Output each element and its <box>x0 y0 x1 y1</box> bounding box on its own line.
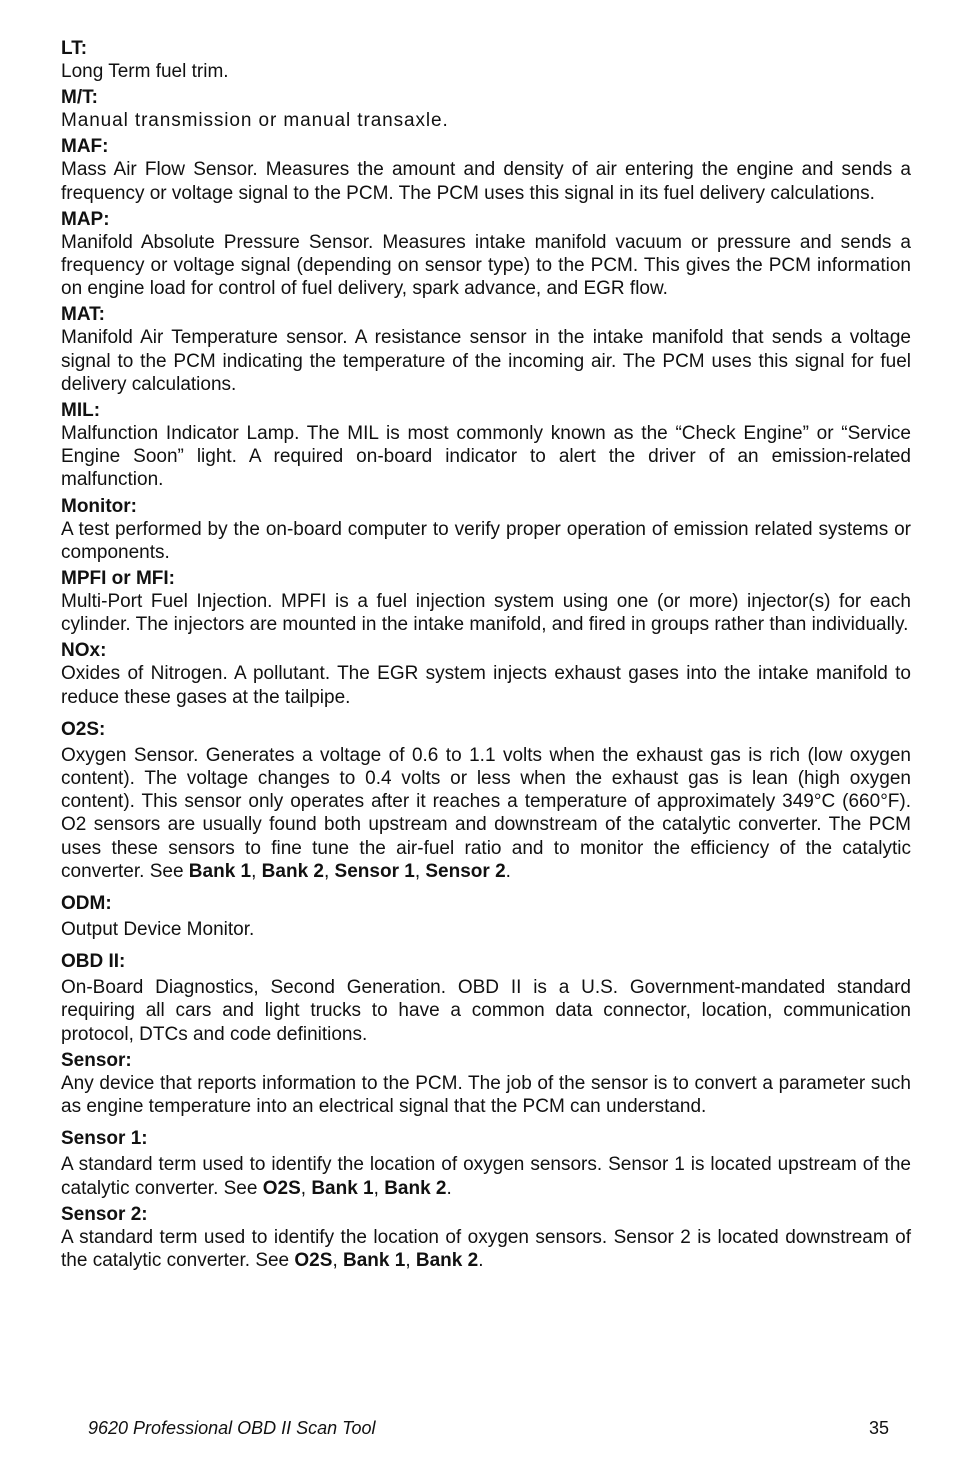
definition-text: A standard term used to identify the location of oxygen sensors. Sensor 2 is located downstream of the catalytic converter. See <box>61 1226 911 1271</box>
glossary-entry-odm <box>61 892 911 941</box>
term-definition: Manual transmission or manual transaxle. <box>61 110 449 132</box>
glossary-content <box>61 37 911 1275</box>
cross-reference: Bank 1 <box>343 1249 406 1271</box>
term-label: Monitor: <box>61 495 137 517</box>
term-label: Sensor 1: <box>61 1128 148 1150</box>
term-label: ODM: <box>61 893 112 915</box>
term-definition: On-Board Diagnostics, Second Generation. OBD II is a U.S. Government-mandated standard requiring all cars and light trucks to have a common data connector, location, communication protocol, DTCs and code definitions. <box>61 977 911 1045</box>
cross-reference: O2S <box>294 1249 333 1271</box>
term-definition: A test performed by the on-board computer to verify proper operation of emission related systems or components. <box>61 518 911 563</box>
term-definition: A standard term used to identify the location of oxygen sensors. Sensor 1 is located upstream of the catalytic converter. See O2S, Bank 1, Bank 2. <box>61 1154 911 1199</box>
term-definition: Mass Air Flow Sensor. Measures the amount and density of air entering the engine and sends a frequency or voltage signal to the PCM. The PCM uses this signal in its fuel delivery calculations. <box>61 159 911 204</box>
term-definition: Oxygen Sensor. Generates a voltage of 0.6 to 1.1 volts when the exhaust gas is rich (low oxygen content). The voltage changes to 0.4 volts or less when the exhaust gas is lean (high oxygen content). This sensor only operates after it reaches a temperature of approximately 349°C (660°F). O2 sensors are usually found both upstream and downstream of the catalytic converter. The PCM uses these sensors to fine tune the air-fuel ratio and to monitor the efficiency of the catalytic converter. See Bank 1, Bank 2, Sensor 1, Sensor 2. <box>61 744 911 882</box>
term-definition: Output Device Monitor. <box>61 919 255 941</box>
term-label: M/T: <box>61 87 98 109</box>
term-label: LT: <box>61 38 88 59</box>
glossary-entry-lt <box>61 37 911 83</box>
glossary-entry-mil <box>61 399 911 492</box>
cross-reference: Bank 1 <box>311 1177 374 1199</box>
cross-reference: Sensor 2 <box>425 860 506 882</box>
page-footer <box>88 1417 889 1439</box>
cross-reference: Bank 2 <box>384 1177 447 1199</box>
definition-text: Oxygen Sensor. Generates a voltage of 0.6 to 1.1 volts when the exhaust gas is rich (low oxygen content). The voltage changes to 0.4 volts or less when the exhaust gas is lean (high oxygen content). This sensor only operates after it reaches a temperature of approximately 349°C (660°F). O2 sensors are usually found both upstream and downstream of the catalytic converter. The PCM uses these sensors to fine tune the air-fuel ratio and to monitor the efficiency of the catalytic converter. See <box>61 744 911 882</box>
glossary-entry-mt <box>61 86 911 132</box>
glossary-entry-maf <box>61 135 911 204</box>
term-definition: Malfunction Indicator Lamp. The MIL is most commonly known as the “Check Engine” or “Service Engine Soon” light. A required on-board indicator to alert the driver of an emission-related malfunction. <box>61 423 911 491</box>
glossary-entry-sensor-2 <box>61 1203 911 1272</box>
term-label: MAT: <box>61 304 105 326</box>
footer-title: 9620 Professional OBD II Scan Tool <box>88 1418 376 1438</box>
glossary-entry-nox <box>61 639 911 708</box>
term-label: O2S: <box>61 718 106 740</box>
glossary-entry-map <box>61 208 911 301</box>
glossary-entry-sensor-1 <box>61 1127 911 1199</box>
term-label: MAF: <box>61 136 109 158</box>
term-label: OBD II: <box>61 951 126 973</box>
term-definition: Manifold Absolute Pressure Sensor. Measures intake manifold vacuum or pressure and sends a frequency or voltage signal (depending on sensor type) to the PCM. This gives the PCM information on engine load for control of fuel delivery, spark advance, and EGR flow. <box>61 231 911 300</box>
term-label: Sensor 2: <box>61 1203 148 1225</box>
term-definition: Multi-Port Fuel Injection. MPFI is a fuel injection system using one (or more) injector(s) for each cylinder. The injectors are mounted in the intake manifold, and fired in groups rather than individually. <box>61 591 911 636</box>
term-definition: Any device that reports information to the PCM. The job of the sensor is to convert a parameter such as engine temperature into an electrical signal that the PCM can understand. <box>61 1072 911 1118</box>
term-definition: Oxides of Nitrogen. A pollutant. The EGR system injects exhaust gases into the intake manifold to reduce these gases at the tailpipe. <box>61 663 911 708</box>
glossary-entry-mpfi <box>61 567 911 636</box>
term-label: Sensor: <box>61 1049 132 1071</box>
term-definition: A standard term used to identify the location of oxygen sensors. Sensor 2 is located downstream of the catalytic converter. See O2S, Bank 1, Bank 2. <box>61 1226 911 1271</box>
term-definition: Manifold Air Temperature sensor. A resistance sensor in the intake manifold that sends a voltage signal to the PCM indicating the temperature of the incoming air. The PCM uses this signal for fuel delivery calculations. <box>61 327 911 395</box>
glossary-entry-monitor <box>61 495 911 564</box>
cross-reference: Sensor 1 <box>334 860 415 882</box>
glossary-entry-sensor <box>61 1049 911 1118</box>
glossary-entry-mat <box>61 303 911 396</box>
page-number: 35 <box>868 1418 889 1438</box>
cross-reference: Bank 1 <box>188 860 252 882</box>
cross-reference: O2S <box>262 1177 301 1199</box>
cross-reference: Bank 2 <box>415 1249 479 1271</box>
glossary-entry-obd2 <box>61 950 911 1046</box>
glossary-entry-o2s <box>61 718 911 883</box>
term-label: MPFI or MFI: <box>61 568 175 590</box>
term-definition: Long Term fuel trim. <box>61 61 229 82</box>
term-label: NOx: <box>61 640 107 662</box>
cross-reference: Bank 2 <box>261 860 324 882</box>
term-label: MAP: <box>61 208 110 230</box>
definition-text: A standard term used to identify the location of oxygen sensors. Sensor 1 is located upstream of the catalytic converter. See <box>61 1154 911 1199</box>
term-label: MIL: <box>61 400 101 422</box>
